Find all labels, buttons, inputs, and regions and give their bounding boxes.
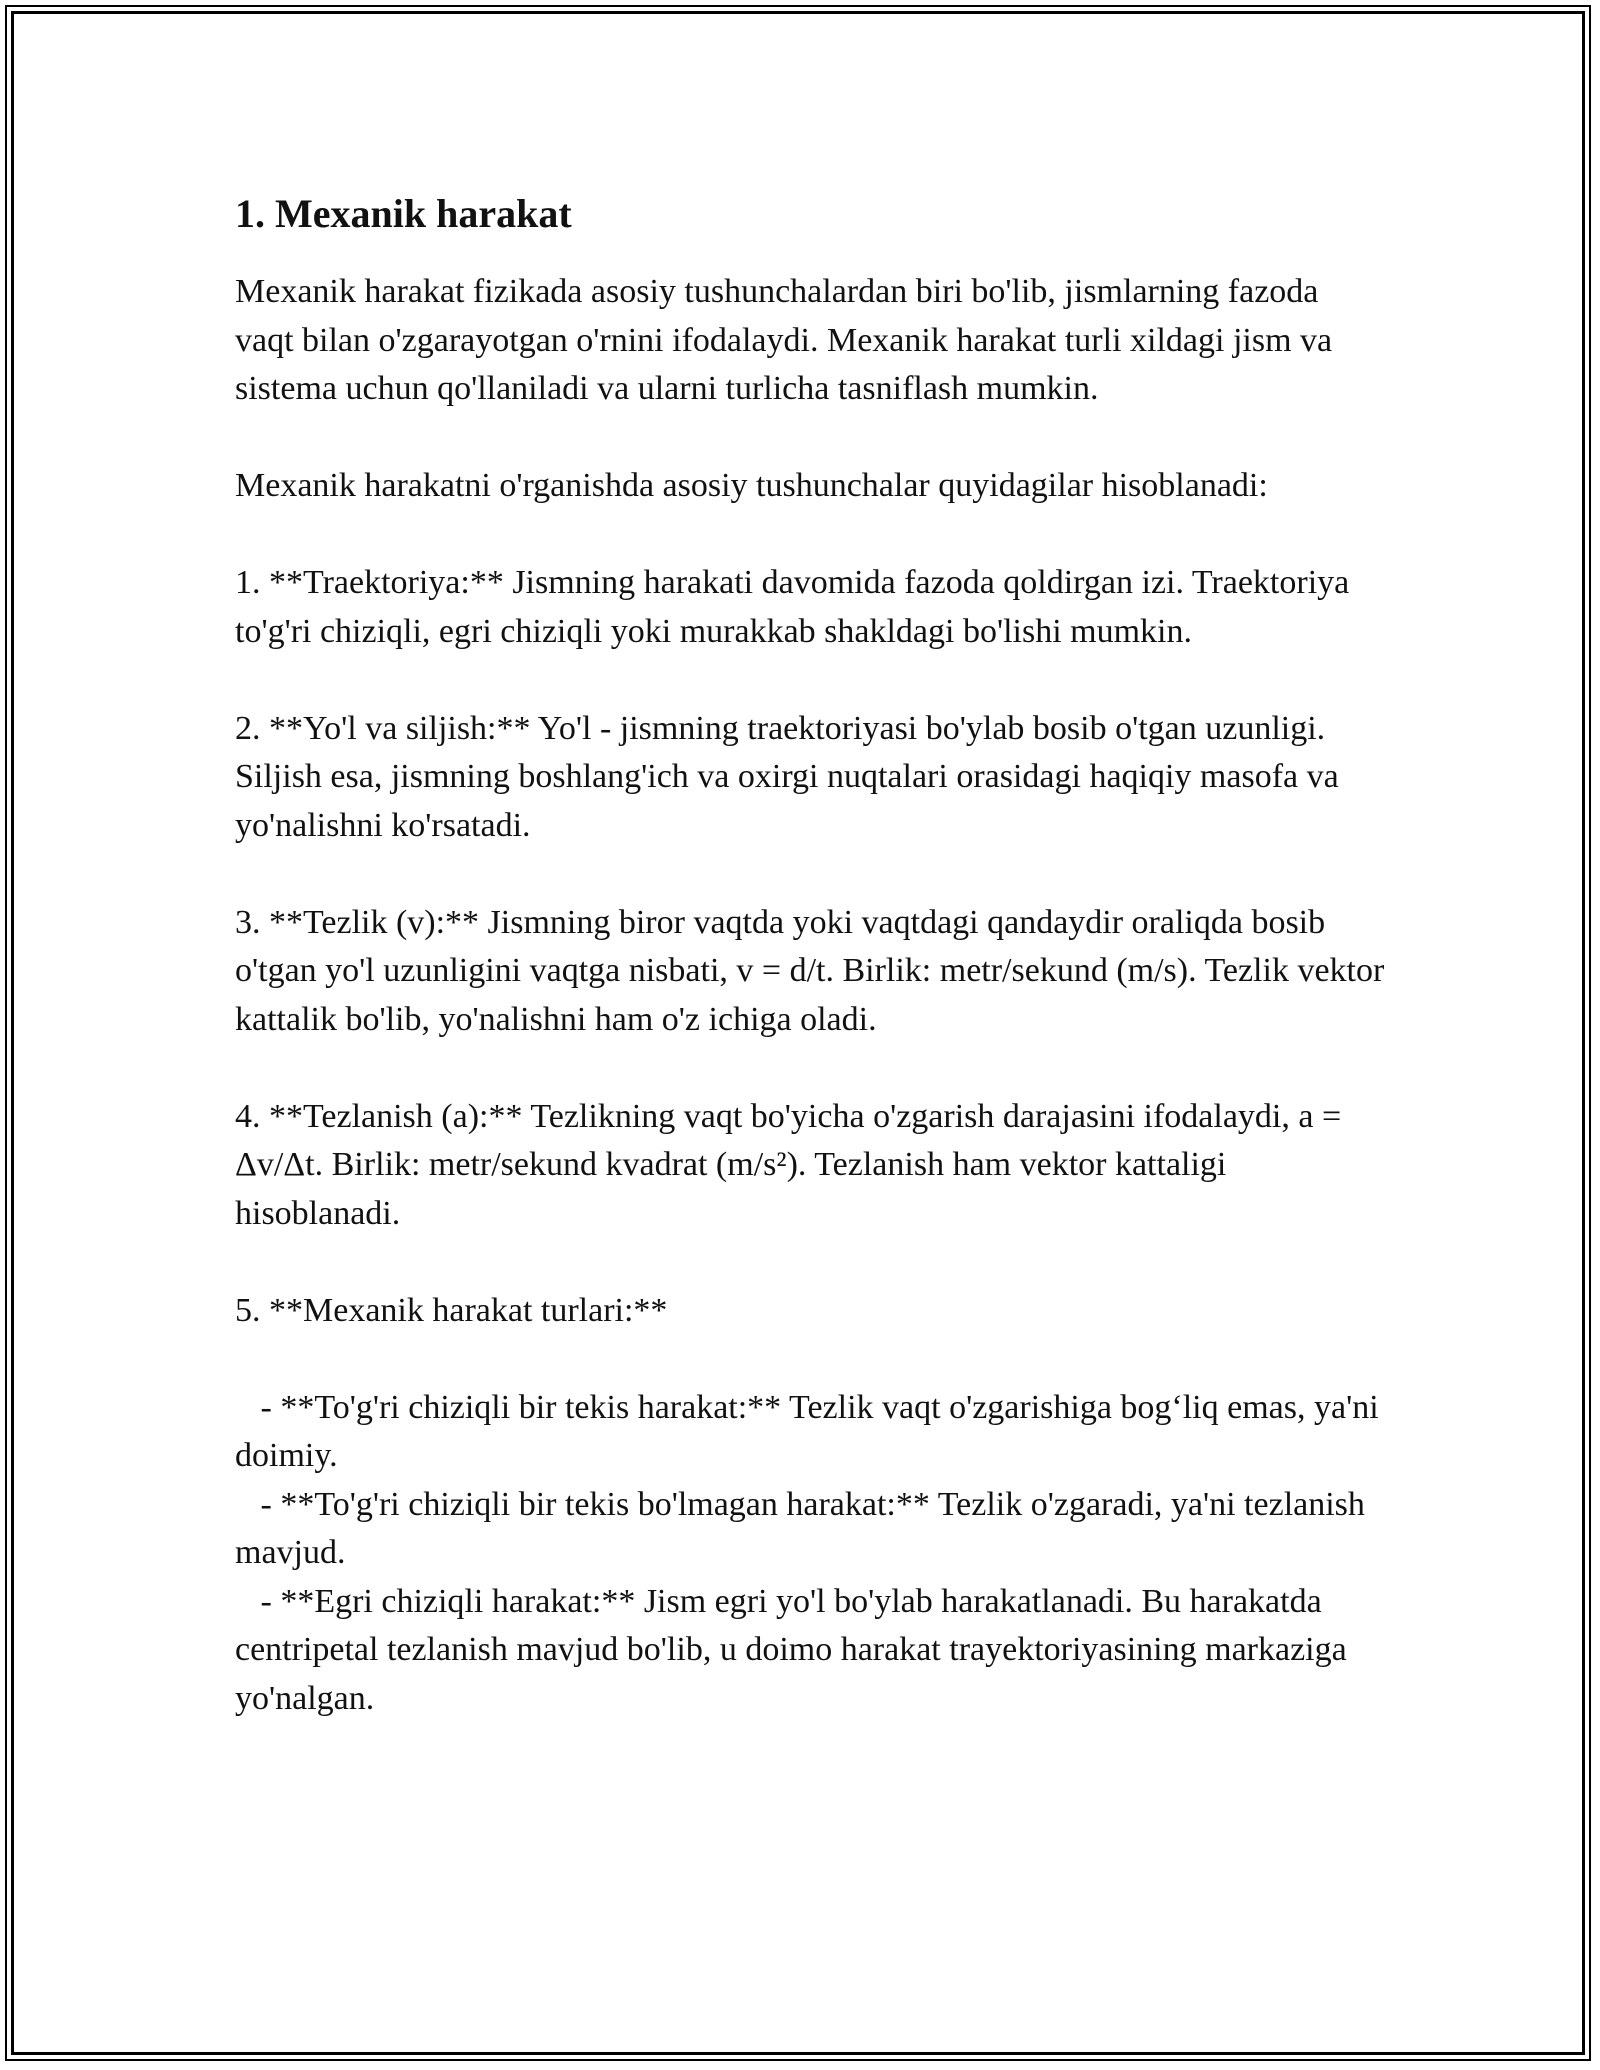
sub-item-text: - **To'g'ri chiziqli bir tekis harakat:** Tezlik vaqt o'zgarishiga bog‘liq emas, ya'ni doimiy. <box>235 1388 1379 1474</box>
sub-item-nonuniform-linear <box>235 1481 1385 1578</box>
spacer <box>235 1044 1385 1093</box>
document-body <box>235 186 1385 1723</box>
spacer <box>235 414 1385 463</box>
spacer <box>235 656 1385 705</box>
list-item-trajectory: 1. **Traektoriya:** Jismning harakati davomida fazoda qoldirgan izi. Traektoriya to'g'ri chiziqli, egri chiziqli yoki murakkab shakldagi bo'lishi mumkin. <box>235 564 1350 650</box>
list-item-acceleration: 4. **Tezlanish (a):** Tezlikning vaqt bo'yicha o'zgarish darajasini ifodalaydi, a = Δv/Δt. Birlik: metr/sekund kvadrat (m/s²). Tezlanish ham vektor kattaligi hisoblanadi. <box>235 1097 1342 1232</box>
spacer <box>235 850 1385 899</box>
document-title: 1. Mexanik harakat <box>235 191 572 236</box>
sub-item-uniform-linear <box>235 1384 1385 1481</box>
intro-paragraph: Mexanik harakat fizikada asosiy tushunchalardan biri bo'lib, jismlarning fazoda vaqt bilan o'zgarayotgan o'rnini ifodalaydi. Mexanik harakat turli xildagi jism va sistema uchun qo'llaniladi va ularni turlicha tasniflash mumkin. <box>235 273 1333 407</box>
spacer <box>235 1335 1385 1384</box>
spacer <box>235 511 1385 560</box>
list-item-motion-types: 5. **Mexanik harakat turlari:** <box>235 1291 668 1329</box>
sub-item-text: - **To'g'ri chiziqli bir tekis bo'lmagan harakat:** Tezlik o'zgaradi, ya'ni tezlanish mavjud. <box>235 1485 1365 1571</box>
list-item-velocity: 3. **Tezlik (v):** Jismning biror vaqtda yoki vaqtdagi qandaydir oraliqda bosib o'tgan yo'l uzunligini vaqtga nisbati, v = d/t. Birlik: metr/sekund (m/s). Tezlik vektor kattalik bo'lib, yo'nalishni ham o'z ichiga oladi. <box>235 903 1385 1038</box>
list-item-path-displacement: 2. **Yo'l va siljish:** Yo'l - jismning traektoriyasi bo'ylab bosib o'tgan uzunligi. Siljish esa, jismning boshlang'ich va oxirgi nuqtalari orasidagi haqiqiy masofa va yo'nalishni ko'rsatadi. <box>235 709 1339 844</box>
sub-item-curvilinear <box>235 1578 1385 1724</box>
spacer <box>235 1238 1385 1287</box>
sub-item-text: - **Egri chiziqli harakat:** Jism egri yo'l bo'ylab harakatlanadi. Bu harakatda centripetal tezlanish mavjud bo'lib, u doimo harakat trayektoriyasining markaziga yo'nalgan. <box>235 1582 1347 1717</box>
lead-paragraph: Mexanik harakatni o'rganishda asosiy tushunchalar quyidagilar hisoblanadi: <box>235 467 1268 504</box>
